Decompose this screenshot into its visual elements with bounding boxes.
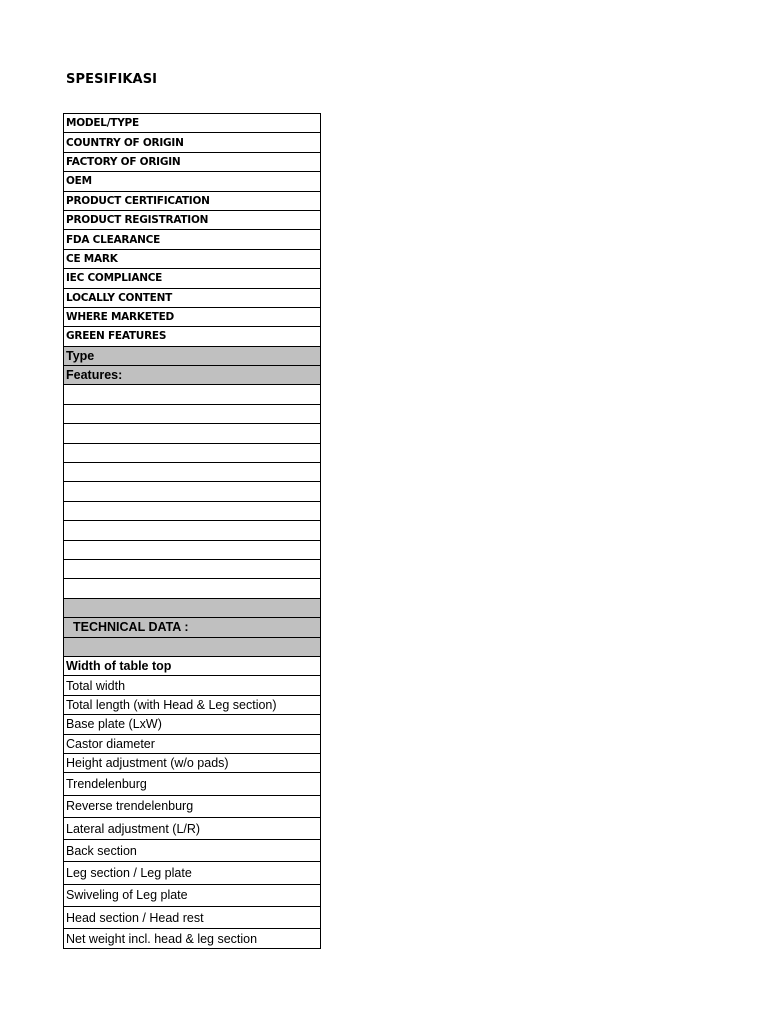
spec-label-factory-of-origin: FACTORY OF ORIGIN [64, 152, 321, 171]
table-row [64, 269, 321, 288]
features-header: Features: [64, 366, 321, 385]
table-row [64, 773, 321, 795]
feature-blank-cell [64, 501, 321, 520]
feature-blank-row [64, 385, 321, 404]
gray-spacer-cell [64, 598, 321, 617]
table-row [64, 840, 321, 862]
specification-table [63, 113, 321, 949]
spec-label-product-registration: PRODUCT REGISTRATION [64, 210, 321, 229]
table-row [64, 862, 321, 884]
tech-label-total-length: Total length (with Head & Leg section) [64, 695, 321, 714]
tech-label-swiveling-of-leg-plate: Swiveling of Leg plate [64, 884, 321, 906]
table-row [64, 795, 321, 817]
tech-label-back-section: Back section [64, 840, 321, 862]
tech-label-height-adjustment: Height adjustment (w/o pads) [64, 753, 321, 772]
feature-blank-row [64, 404, 321, 423]
tech-label-leg-section: Leg section / Leg plate [64, 862, 321, 884]
feature-blank-cell [64, 404, 321, 423]
type-header: Type [64, 346, 321, 365]
feature-blank-row [64, 463, 321, 482]
spec-label-model-type: MODEL/TYPE [64, 114, 321, 133]
type-header-row [64, 346, 321, 365]
feature-blank-row [64, 579, 321, 598]
table-row [64, 114, 321, 133]
page-title: SPESIFIKASI [66, 72, 158, 87]
spec-label-country-of-origin: COUNTRY OF ORIGIN [64, 133, 321, 152]
feature-blank-cell [64, 521, 321, 540]
table-row [64, 327, 321, 346]
feature-blank-cell [64, 559, 321, 578]
tech-label-total-width: Total width [64, 676, 321, 695]
gray-spacer-cell [64, 637, 321, 656]
feature-blank-cell [64, 540, 321, 559]
spec-label-green-features: GREEN FEATURES [64, 327, 321, 346]
feature-blank-row [64, 424, 321, 443]
feature-blank-cell [64, 463, 321, 482]
feature-blank-row [64, 559, 321, 578]
table-row [64, 249, 321, 268]
table-row [64, 907, 321, 929]
table-row [64, 307, 321, 326]
table-row [64, 715, 321, 734]
table-row [64, 753, 321, 772]
features-header-row [64, 366, 321, 385]
feature-blank-cell [64, 385, 321, 404]
table-row [64, 230, 321, 249]
feature-blank-cell [64, 579, 321, 598]
spec-label-ce-mark: CE MARK [64, 249, 321, 268]
feature-blank-cell [64, 443, 321, 462]
table-row [64, 152, 321, 171]
table-row [64, 929, 321, 948]
table-row [64, 676, 321, 695]
table-row [64, 191, 321, 210]
feature-blank-row [64, 540, 321, 559]
feature-blank-row [64, 501, 321, 520]
tech-label-head-section: Head section / Head rest [64, 907, 321, 929]
spec-label-iec-compliance: IEC COMPLIANCE [64, 269, 321, 288]
table-row [64, 884, 321, 906]
table-row [64, 734, 321, 753]
tech-label-base-plate: Base plate (LxW) [64, 715, 321, 734]
table-row [64, 288, 321, 307]
technical-data-header: TECHNICAL DATA : [64, 618, 321, 637]
spec-label-oem: OEM [64, 172, 321, 191]
feature-blank-cell [64, 424, 321, 443]
spec-label-locally-content: LOCALLY CONTENT [64, 288, 321, 307]
tech-label-reverse-trendelenburg: Reverse trendelenburg [64, 795, 321, 817]
gray-spacer-row [64, 598, 321, 617]
table-row [64, 695, 321, 714]
feature-blank-row [64, 482, 321, 501]
spec-label-fda-clearance: FDA CLEARANCE [64, 230, 321, 249]
tech-label-trendelenburg: Trendelenburg [64, 773, 321, 795]
table-row [64, 656, 321, 675]
tech-label-castor-diameter: Castor diameter [64, 734, 321, 753]
spec-label-where-marketed: WHERE MARKETED [64, 307, 321, 326]
tech-label-lateral-adjustment: Lateral adjustment (L/R) [64, 817, 321, 839]
gray-spacer-row [64, 637, 321, 656]
tech-label-net-weight: Net weight incl. head & leg section [64, 929, 321, 948]
table-row [64, 817, 321, 839]
feature-blank-row [64, 443, 321, 462]
feature-blank-cell [64, 482, 321, 501]
table-row [64, 172, 321, 191]
table-row [64, 210, 321, 229]
technical-data-header-row [64, 618, 321, 637]
spec-label-product-certification: PRODUCT CERTIFICATION [64, 191, 321, 210]
tech-label-width-of-table-top: Width of table top [64, 656, 321, 675]
table-row [64, 133, 321, 152]
feature-blank-row [64, 521, 321, 540]
